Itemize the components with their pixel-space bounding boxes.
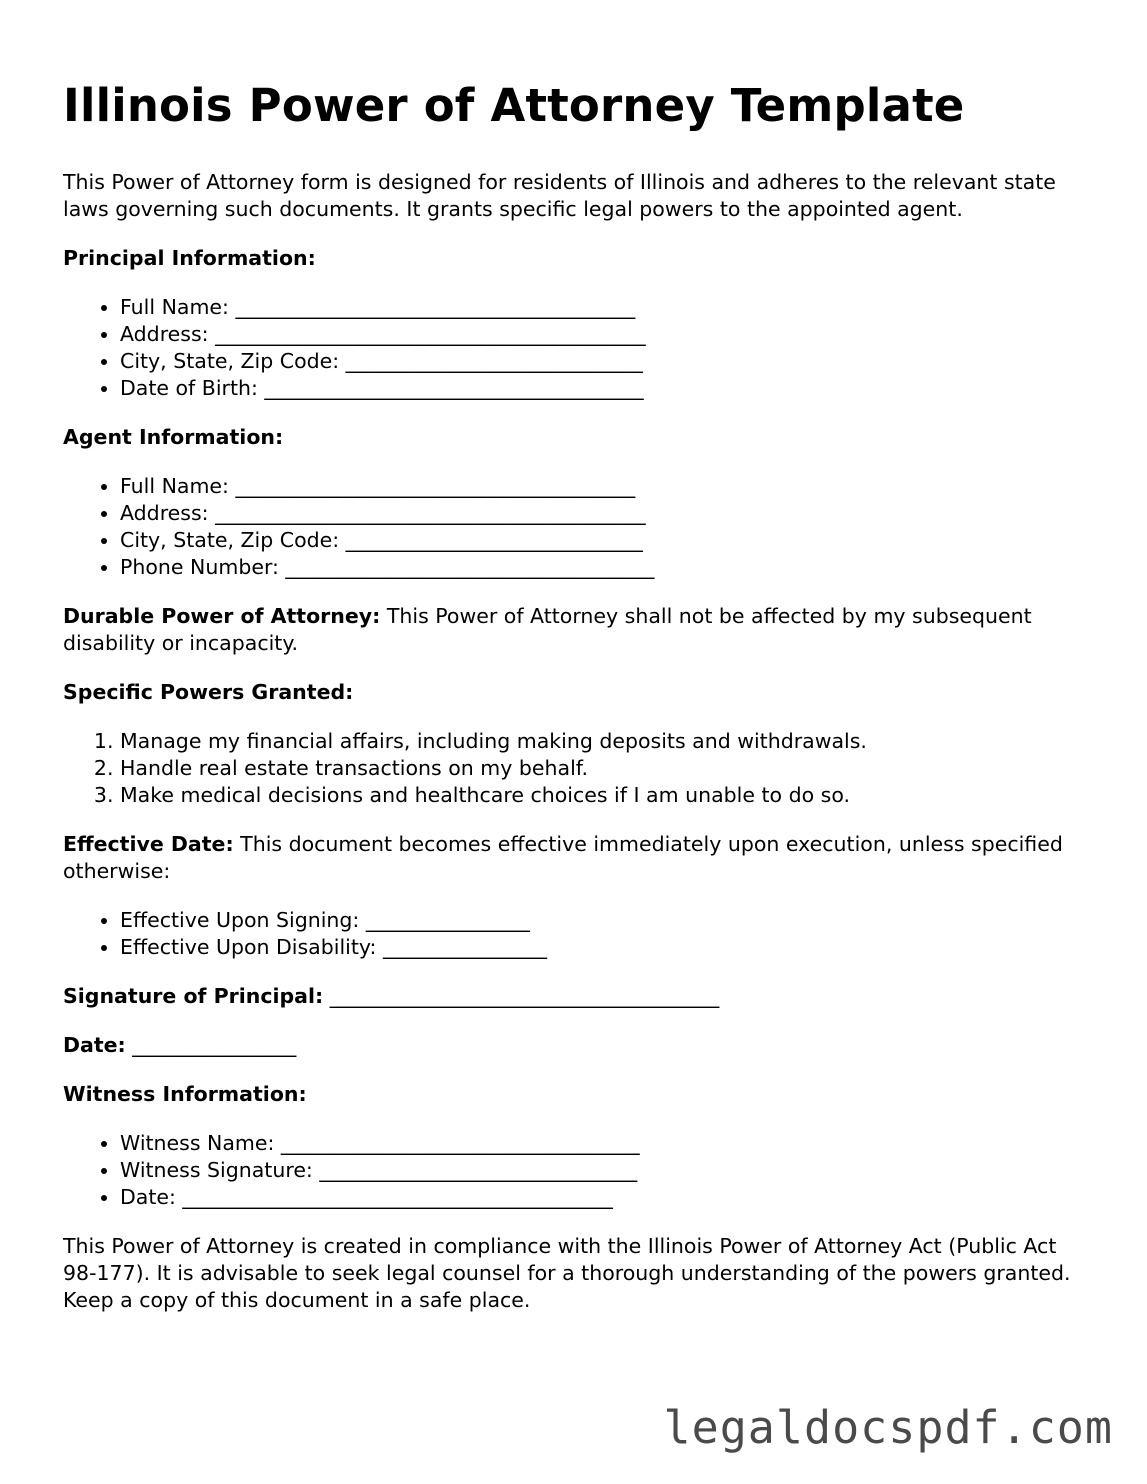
effective-upon-disability: • Effective Upon Disability: ________________ <box>120 934 1093 961</box>
agent-full-name: • Full Name: _______________________________________ <box>120 473 1093 500</box>
powers-heading: Specific Powers Granted: <box>63 680 354 704</box>
signature-label: Signature of Principal: <box>63 984 324 1008</box>
effective-upon-signing: • Effective Upon Signing: ________________ <box>120 907 1093 934</box>
durable-text: This Power of Attorney shall not be affected by my subsequent disability or incapacity. <box>63 604 1032 655</box>
principal-heading: Principal Information: <box>63 246 316 270</box>
effective-label: Effective Date: <box>63 832 234 856</box>
effective-list <box>63 907 1093 961</box>
principal-full-name: • Full Name: _______________________________________ <box>120 294 1093 321</box>
effective-text: This document becomes effective immediately upon execution, unless specified otherwise: <box>63 832 1063 883</box>
power-item-medical: 3. Make medical decisions and healthcare choices if I am unable to do so. <box>120 782 1093 809</box>
signature-line <box>63 983 1093 1010</box>
closing-paragraph: This Power of Attorney is created in compliance with the Illinois Power of Attorney Act (Public Act 98-177). It is advisable to seek legal counsel for a thorough understanding of the powers granted. Keep a copy of this document in a safe place. <box>63 1234 1071 1312</box>
witness-date: • Date: __________________________________________ <box>120 1184 1093 1211</box>
powers-list <box>63 728 1093 809</box>
principal-list <box>63 294 1093 402</box>
agent-city-state-zip: • City, State, Zip Code: _____________________________ <box>120 527 1093 554</box>
principal-city-state-zip: • City, State, Zip Code: _____________________________ <box>120 348 1093 375</box>
date-blank: ________________ <box>125 1033 297 1057</box>
witness-heading: Witness Information: <box>63 1082 307 1106</box>
principal-date-of-birth: • Date of Birth: _____________________________________ <box>120 375 1093 402</box>
date-line <box>63 1032 1093 1059</box>
witness-name: • Witness Name: ___________________________________ <box>120 1130 1093 1157</box>
agent-phone-number: • Phone Number: ____________________________________ <box>120 554 1093 581</box>
witness-list <box>63 1130 1093 1211</box>
signature-blank: ______________________________________ <box>323 984 720 1008</box>
watermark-logo: legaldocspdf.com <box>663 1401 1113 1454</box>
document-title: Illinois Power of Attorney Template <box>63 79 965 132</box>
principal-address: • Address: __________________________________________ <box>120 321 1093 348</box>
date-label: Date: <box>63 1033 126 1057</box>
effective-paragraph <box>63 831 1093 885</box>
power-item-financial: 1. Manage my financial affairs, including making deposits and withdrawals. <box>120 728 1093 755</box>
power-item-real-estate: 2. Handle real estate transactions on my behalf. <box>120 755 1093 782</box>
document-page <box>63 78 1093 1336</box>
witness-signature: • Witness Signature: _______________________________ <box>120 1157 1093 1184</box>
intro-paragraph: This Power of Attorney form is designed for residents of Illinois and adheres to the relevant state laws governing such documents. It grants specific legal powers to the appointed agent. <box>63 170 1056 221</box>
durable-paragraph <box>63 603 1093 657</box>
agent-heading: Agent Information: <box>63 425 284 449</box>
agent-list <box>63 473 1093 581</box>
durable-label: Durable Power of Attorney: <box>63 604 381 628</box>
agent-address: • Address: __________________________________________ <box>120 500 1093 527</box>
